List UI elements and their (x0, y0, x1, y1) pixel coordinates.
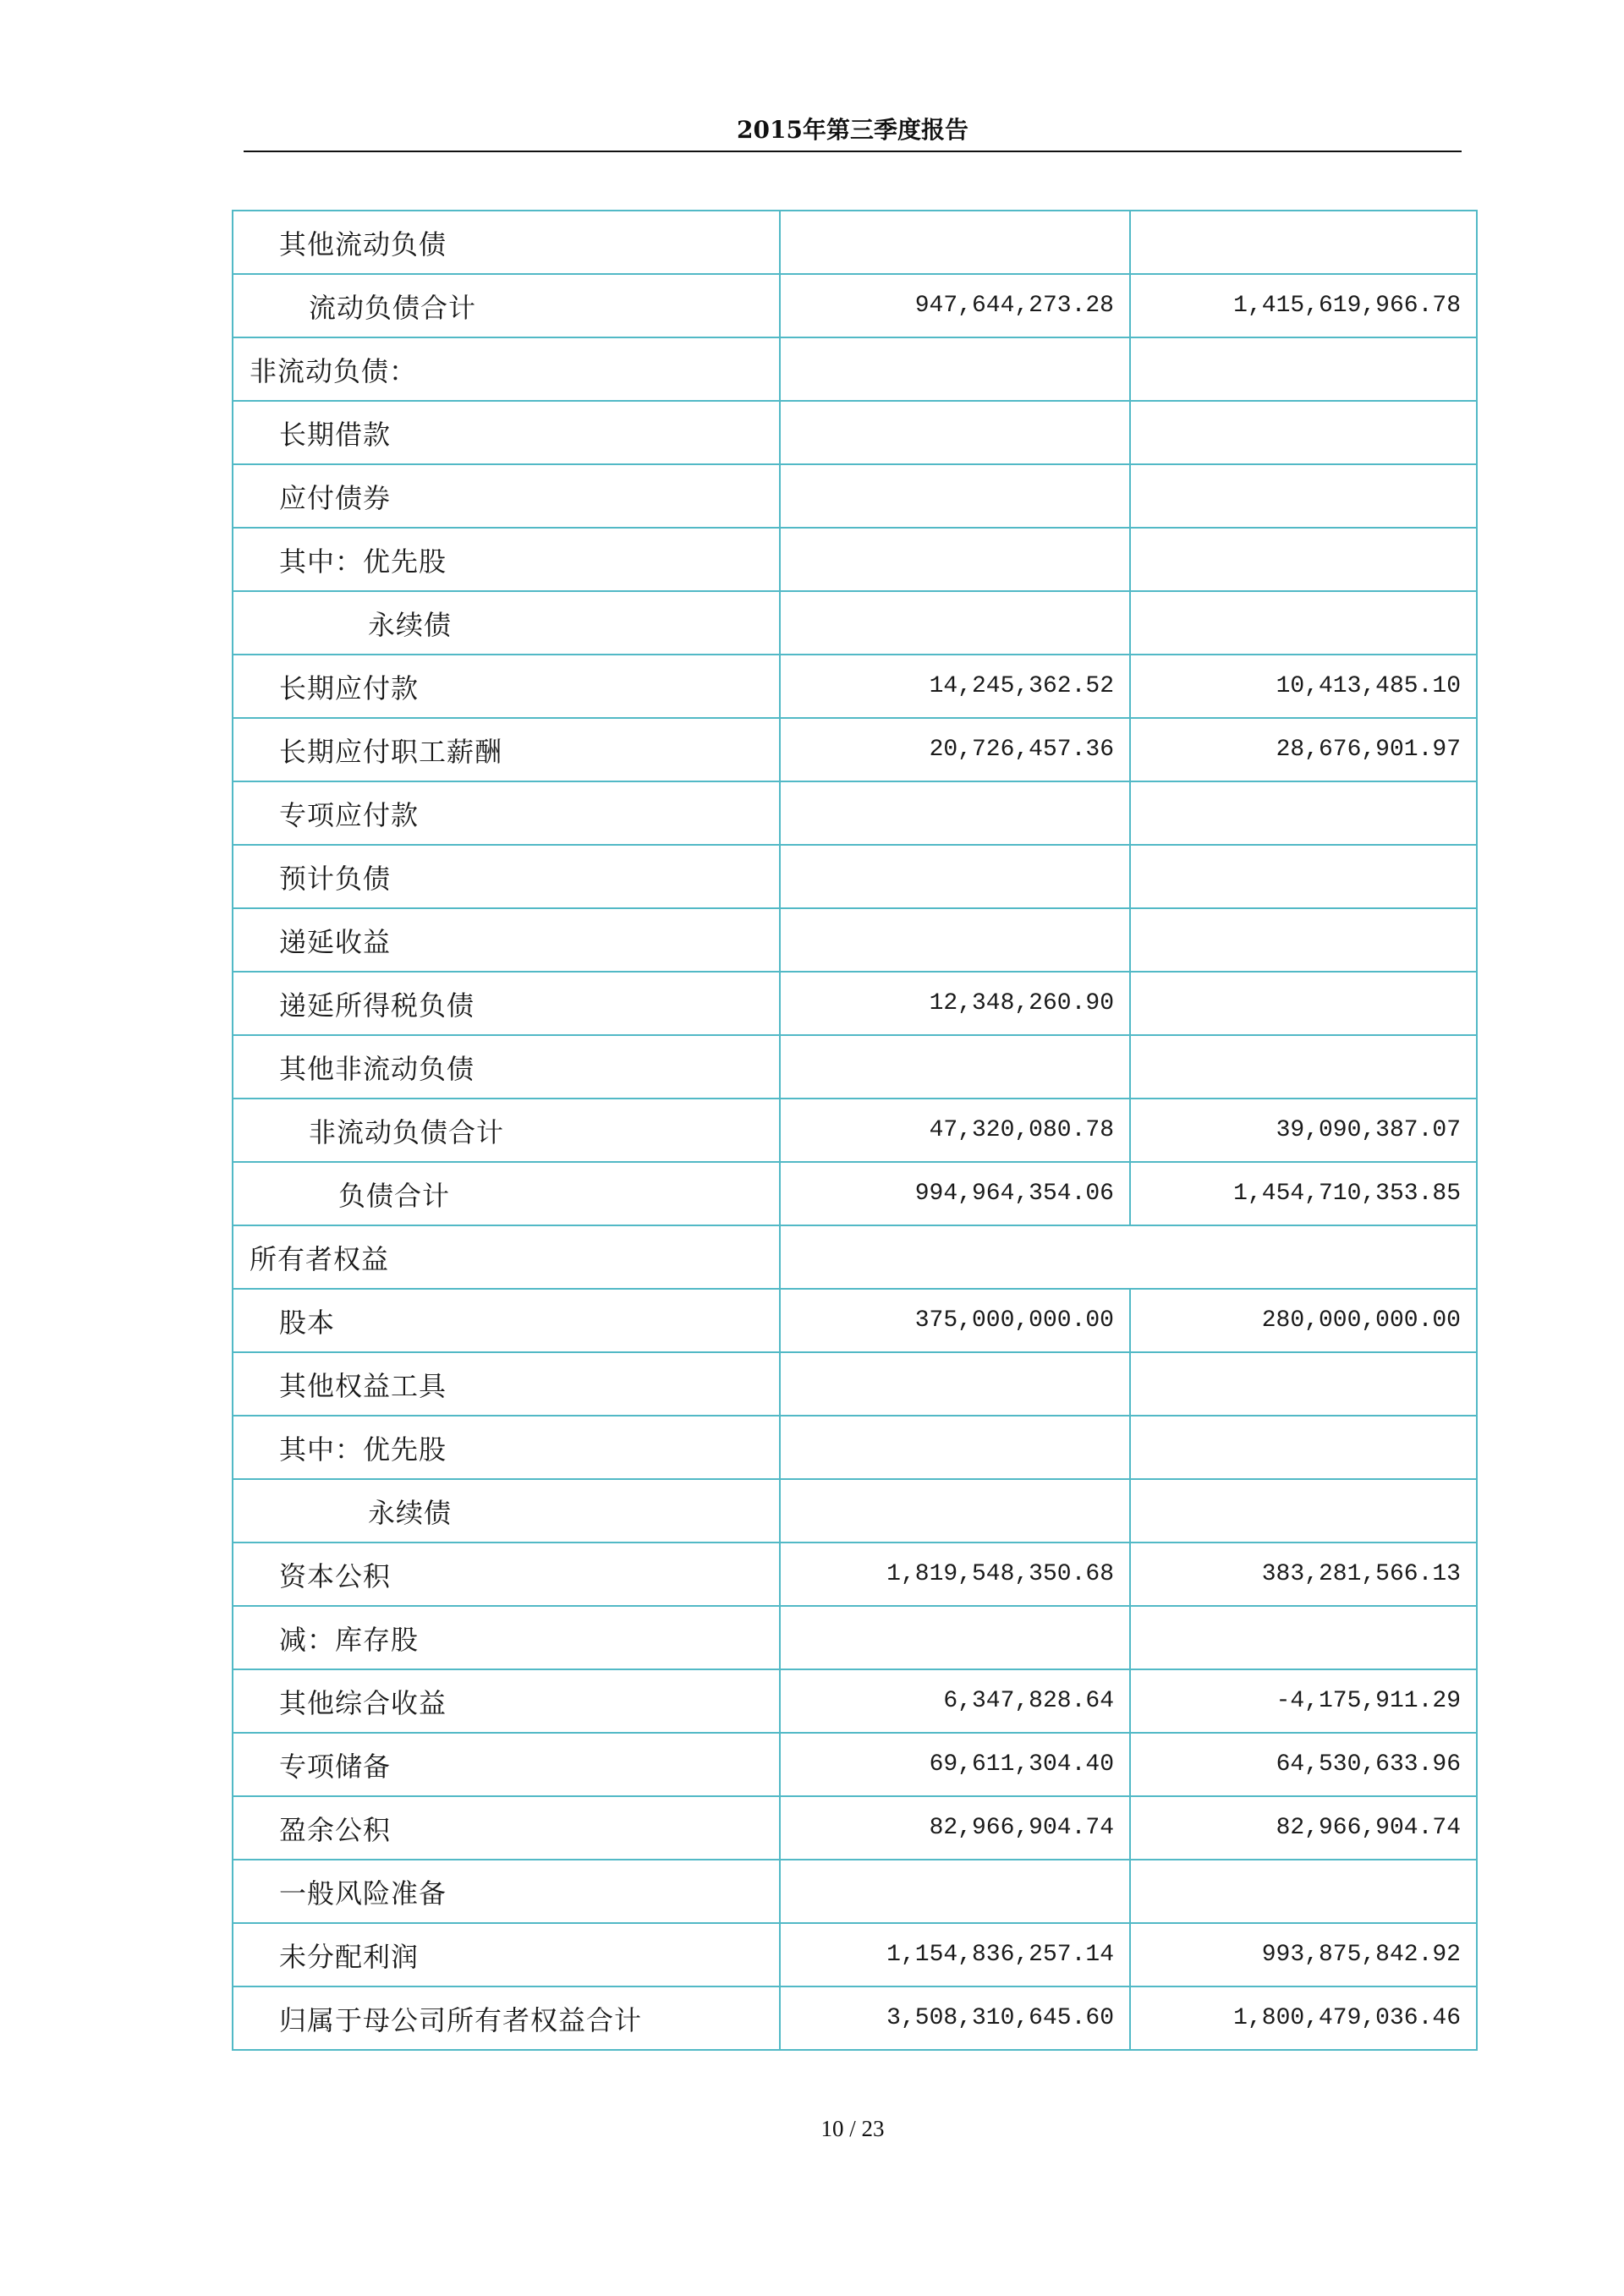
row-label: 永续债 (233, 591, 780, 655)
row-label: 流动负债合计 (233, 274, 780, 337)
table-row (233, 781, 1477, 845)
value-current (780, 1860, 1130, 1923)
table-row (233, 1796, 1477, 1860)
table-row (233, 1289, 1477, 1352)
row-label: 未分配利润 (233, 1923, 780, 1986)
value-current (780, 1352, 1130, 1416)
table-row (233, 1352, 1477, 1416)
table-row (233, 1099, 1477, 1162)
row-label: 资本公积 (233, 1543, 780, 1606)
page-number: 10 / 23 (820, 2116, 885, 2141)
row-label: 其中：优先股 (233, 528, 780, 591)
row-label: 其他非流动负债 (233, 1035, 780, 1099)
value-previous (1130, 1035, 1477, 1099)
table-row (233, 1162, 1477, 1225)
value-current (780, 908, 1130, 972)
value-current: 947,644,273.28 (780, 274, 1130, 337)
value-current: 14,245,362.52 (780, 655, 1130, 718)
value-previous: 10,413,485.10 (1130, 655, 1477, 718)
row-label: 长期应付款 (233, 655, 780, 718)
table-row (233, 1923, 1477, 1986)
table-row (233, 845, 1477, 908)
value-previous: 39,090,387.07 (1130, 1099, 1477, 1162)
row-label: 归属于母公司所有者权益合计 (233, 1986, 780, 2050)
table-row (233, 1669, 1477, 1733)
table-row (233, 718, 1477, 781)
value-previous (1130, 464, 1477, 528)
value-previous (1130, 1860, 1477, 1923)
row-label: 股本 (233, 1289, 780, 1352)
value-current: 6,347,828.64 (780, 1669, 1130, 1733)
table-row (233, 1035, 1477, 1099)
table-row (233, 401, 1477, 464)
table-row (233, 274, 1477, 337)
value-previous (1130, 211, 1477, 274)
value-previous (1130, 1606, 1477, 1669)
table-row (233, 1733, 1477, 1796)
row-label: 长期借款 (233, 401, 780, 464)
value-previous: 82,966,904.74 (1130, 1796, 1477, 1860)
value-previous: 993,875,842.92 (1130, 1923, 1477, 1986)
table-row (233, 464, 1477, 528)
table-row (233, 972, 1477, 1035)
row-label: 永续债 (233, 1479, 780, 1543)
table-row (233, 337, 1477, 401)
table-row (233, 908, 1477, 972)
row-label: 其他权益工具 (233, 1352, 780, 1416)
value-current (780, 591, 1130, 655)
row-label: 其中：优先股 (233, 1416, 780, 1479)
value-previous: 28,676,901.97 (1130, 718, 1477, 781)
value-current: 1,819,548,350.68 (780, 1543, 1130, 1606)
value-current: 375,000,000.00 (780, 1289, 1130, 1352)
table-row (233, 1543, 1477, 1606)
value-previous (1130, 1479, 1477, 1543)
row-label: 非流动负债： (233, 337, 780, 401)
row-label: 负债合计 (233, 1162, 780, 1225)
value-previous: -4,175,911.29 (1130, 1669, 1477, 1733)
row-label: 递延收益 (233, 908, 780, 972)
value-current: 3,508,310,645.60 (780, 1986, 1130, 2050)
value-previous (1130, 908, 1477, 972)
value-previous: 64,530,633.96 (1130, 1733, 1477, 1796)
value-previous (1130, 528, 1477, 591)
value-current (780, 528, 1130, 591)
value-previous: 383,281,566.13 (1130, 1543, 1477, 1606)
row-label: 盈余公积 (233, 1796, 780, 1860)
value-current (780, 845, 1130, 908)
value-previous (1130, 401, 1477, 464)
value-current: 47,320,080.78 (780, 1099, 1130, 1162)
row-label: 专项储备 (233, 1733, 780, 1796)
row-label: 预计负债 (233, 845, 780, 908)
row-label: 其他流动负债 (233, 211, 780, 274)
row-label: 应付债券 (233, 464, 780, 528)
value-previous (1130, 972, 1477, 1035)
value-current: 1,154,836,257.14 (780, 1923, 1130, 1986)
table-row (233, 1225, 1477, 1289)
value-previous (1130, 781, 1477, 845)
value-current: 69,611,304.40 (780, 1733, 1130, 1796)
row-label: 所有者权益 (233, 1225, 780, 1289)
value-current: 82,966,904.74 (780, 1796, 1130, 1860)
value-current: 20,726,457.36 (780, 718, 1130, 781)
value-current (780, 464, 1130, 528)
balance-sheet-table (232, 210, 1478, 2051)
header-divider (244, 151, 1462, 152)
value-previous (1130, 337, 1477, 401)
value-current (780, 337, 1130, 401)
value-current (780, 1479, 1130, 1543)
table-row (233, 655, 1477, 718)
table-row (233, 528, 1477, 591)
table-row (233, 1416, 1477, 1479)
value-previous: 280,000,000.00 (1130, 1289, 1477, 1352)
value-previous (1130, 845, 1477, 908)
table-row (233, 1986, 1477, 2050)
value-current (780, 1606, 1130, 1669)
value-current: 12,348,260.90 (780, 972, 1130, 1035)
table-row (233, 591, 1477, 655)
value-merged (780, 1225, 1477, 1289)
value-current (780, 1035, 1130, 1099)
value-current (780, 1416, 1130, 1479)
row-label: 长期应付职工薪酬 (233, 718, 780, 781)
value-previous (1130, 1416, 1477, 1479)
row-label: 减：库存股 (233, 1606, 780, 1669)
table-row (233, 1606, 1477, 1669)
page-title: 2015年第三季度报告 (737, 116, 968, 144)
value-previous: 1,454,710,353.85 (1130, 1162, 1477, 1225)
row-label: 一般风险准备 (233, 1860, 780, 1923)
value-previous: 1,800,479,036.46 (1130, 1986, 1477, 2050)
value-previous (1130, 1352, 1477, 1416)
row-label: 递延所得税负债 (233, 972, 780, 1035)
value-previous (1130, 591, 1477, 655)
row-label: 专项应付款 (233, 781, 780, 845)
row-label: 其他综合收益 (233, 1669, 780, 1733)
value-current: 994,964,354.06 (780, 1162, 1130, 1225)
value-current (780, 211, 1130, 274)
row-label: 非流动负债合计 (233, 1099, 780, 1162)
table-row (233, 211, 1477, 274)
value-previous: 1,415,619,966.78 (1130, 274, 1477, 337)
value-current (780, 781, 1130, 845)
table-row (233, 1479, 1477, 1543)
value-current (780, 401, 1130, 464)
table-row (233, 1860, 1477, 1923)
